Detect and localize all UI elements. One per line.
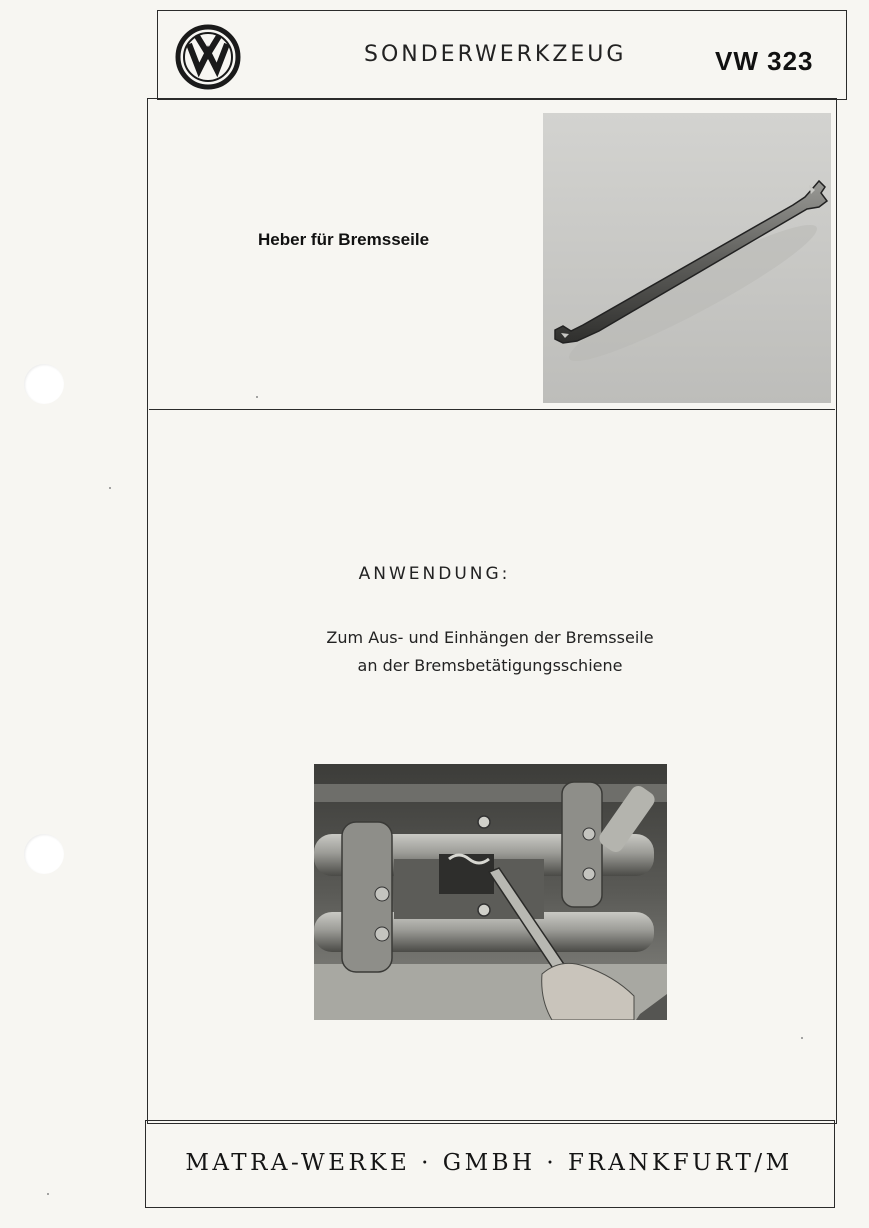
vw-logo-icon: [175, 24, 241, 90]
brake-cable-lever-image: [543, 113, 831, 403]
punch-hole-bottom: [24, 834, 64, 874]
usage-description: [290, 624, 690, 680]
header-title: SONDERWERKZEUG: [364, 42, 627, 67]
paper-speck: [109, 487, 111, 489]
footer-company: MATRA-WERKE · GMBH · FRANKFURT/M: [185, 1150, 793, 1176]
paper-speck: [801, 1037, 803, 1039]
tool-photo: [543, 113, 831, 403]
paper-speck: [256, 396, 258, 398]
tool-name: Heber für Bremsseile: [258, 230, 430, 249]
usage-heading: ANWENDUNG:: [358, 564, 511, 584]
brake-rail-usage-image: [314, 764, 667, 1020]
tool-code: VW 323: [715, 46, 814, 76]
usage-line: Zum Aus- und Einhängen der Bremsseile: [326, 628, 654, 647]
usage-line: an der Bremsbetätigungsschiene: [357, 656, 623, 675]
paper-speck: [47, 1193, 49, 1195]
section-divider: [149, 409, 835, 410]
usage-photo: [314, 764, 667, 1020]
punch-hole-top: [24, 364, 64, 404]
